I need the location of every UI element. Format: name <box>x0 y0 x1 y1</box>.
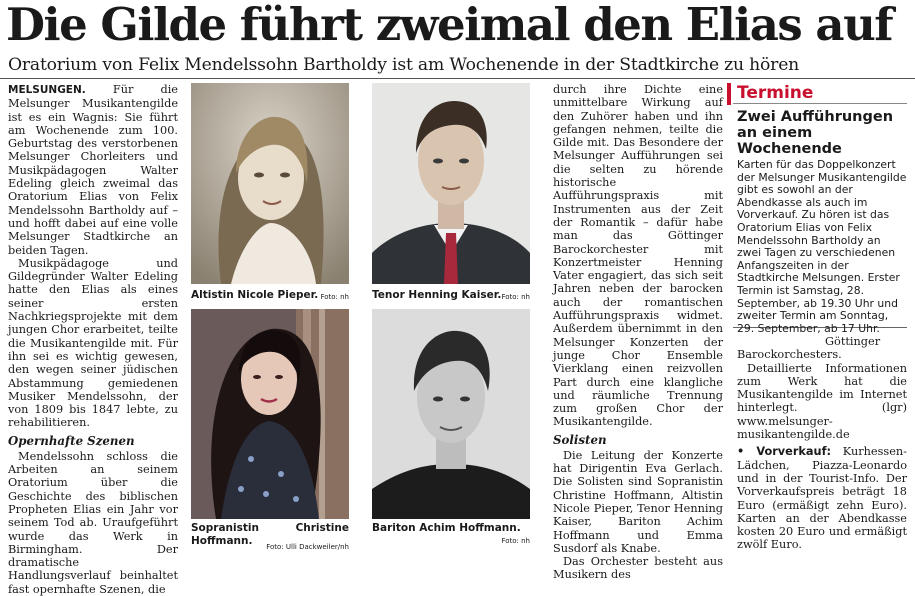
photo-achim-hoffmann <box>372 309 530 519</box>
photo-credit: Foto: nh <box>501 293 530 301</box>
termine-body: Karten für das Doppelkonzert der Melsunger Musikantengilde gibt es sowohl an der Abendkasse als auch im Vorverkauf. Zu hören ist das Oratorium Elias von Felix Mendelssohn Bartholdy an zwei Tagen zu verschiedenen Anfangszeiten in der Stadtkirche Melsungen. Erster Termin ist Samstag, 28. September, ab 19.30 Uhr und zweiter Termin am Sonntag, 29. September, ab 17 Uhr. <box>737 158 907 335</box>
termine-heading: Termine <box>733 83 907 104</box>
photo-credit: Foto: nh <box>320 293 349 301</box>
photo-credit: Foto: nh <box>501 537 530 545</box>
paragraph-text: Für die Melsunger Musikantengilde ist es ein Wagnis: Sie führt am Wochenende zum 100. Geburtstag des verstorbenen Melsunger Chorleiters und Musikpädagogen Walter Edeling gleich zweimal das Oratorium Elias von Felix Mendelssohn Bartholdy auf – und hofft dabei auf eine volle Melsunger Stadtkirche an beiden Tagen. <box>8 83 178 257</box>
photo-henning-kaiser <box>372 83 530 284</box>
paragraph: Detaillierte Informationen zum Werk hat die Musikantengilde im Internet hinterlegt. (lgr) www.melsunger-musikantengilde.de <box>737 361 907 442</box>
paragraph: Das Orchester besteht aus Musikern des <box>553 555 723 582</box>
photo-christine-hoffmann <box>191 309 349 519</box>
photo-caption <box>191 289 349 304</box>
paragraph <box>8 83 178 257</box>
paragraph: Die Leitung der Konzerte hat Dirigentin Eva Gerlach. Die Solisten sind Sopranistin Christine Hoffmann, Altistin Nicole Pieper, Tenor Henning Kaiser, Bariton Achim Hoffmann und Emma Susdorf als Knabe. <box>553 448 723 555</box>
article-column-5 <box>737 335 907 552</box>
photo-caption <box>372 522 530 548</box>
paragraph: Musikpädagoge und Gildegründer Walter Edeling hatte den Elias als eines seiner ersten Nachkriegsprojekte mit dem jungen Chor erarbeitet, teilte die Musikantengilde mit. Für ihn sei es wichtig gewesen, den wegen seiner jüdischen Abstammung gemiedenen Musiker Mendelssohn, der von 1809 bis 1847 lebte, zu rehabilitieren. <box>8 256 178 430</box>
caption-text: Altistin Nicole Pieper. <box>191 289 319 301</box>
bullet-label: • Vorverkauf: <box>737 445 832 459</box>
article-column-1 <box>8 83 178 596</box>
termine-accent-bar <box>727 83 731 105</box>
caption-text: Bariton Achim Hoffmann. <box>372 522 521 534</box>
bullet-text: Kurhessen-Lädchen, Piazza-Leonardo und in der Tourist-Info. Der Vorverkaufspreis beträgt 18 Euro (ermäßigt zehn Euro). Karten an der Abendkasse kosten 20 Euro und ermäßigt zwölf Euro. <box>737 445 907 552</box>
paragraph <box>737 445 907 551</box>
article-column-4 <box>553 83 723 582</box>
subhead-opernhafte-szenen: Opernhafte Szenen <box>8 433 135 448</box>
termine-box <box>733 83 907 335</box>
subheadline: Oratorium von Felix Mendelssohn Bartholdy ist am Wochenende in der Stadtkirche zu hören <box>8 55 800 75</box>
paragraph: Mendelssohn schloss die Arbeiten an seinem Oratorium über die Geschichte des biblischen Propheten Elias ein Jahr vor seinem Tod ab. Uraufgeführt wurde das Werk in Birmingham. Der dramatische Handlungsverlauf beinhaltet fast opernhafte Szenen, die <box>8 449 178 596</box>
photo-nicole-pieper <box>191 83 349 284</box>
caption-text: Tenor Henning Kaiser. <box>372 289 502 301</box>
paragraph: Göttinger Barockorchesters. <box>737 335 881 362</box>
headline: Die Gilde führt zweimal den Elias auf <box>6 0 893 51</box>
caption-text: Sopranistin Christine Hoffmann. <box>191 522 349 547</box>
dateline: MELSUNGEN. <box>8 84 86 96</box>
termine-title: Zwei Aufführungen an einem Wochenende <box>737 109 894 157</box>
photo-caption <box>191 522 349 554</box>
subhead-solisten: Solisten <box>553 432 607 447</box>
photo-caption <box>372 289 530 304</box>
photo-credit: Foto: Ulli Dackweiler/nh <box>266 543 349 551</box>
paragraph: durch ihre Dichte eine unmittelbare Wirkung auf den Zuhörer haben und ihn gefangen nehmen, teilte die Gilde mit. Das Besondere der Melsunger Aufführungen sei die selten zu hörende historische Aufführungspraxis mit Instrumenten aus der Zeit der Romantik – dafür habe man das Göttinger Barockorchester mit Konzertmeister Henning Vater engagiert, das sich seit Jahren neben der barocken auch der romantischen Aufführungspraxis widmet. Außerdem übernimmt in den Melsunger Konzerten der junge Chor Ensemble Vierklang einen reizvollen Part durch eine klangliche und räumliche Trennung zum großen Chor der Musikantengilde. <box>553 83 723 429</box>
header-rule <box>0 78 915 79</box>
